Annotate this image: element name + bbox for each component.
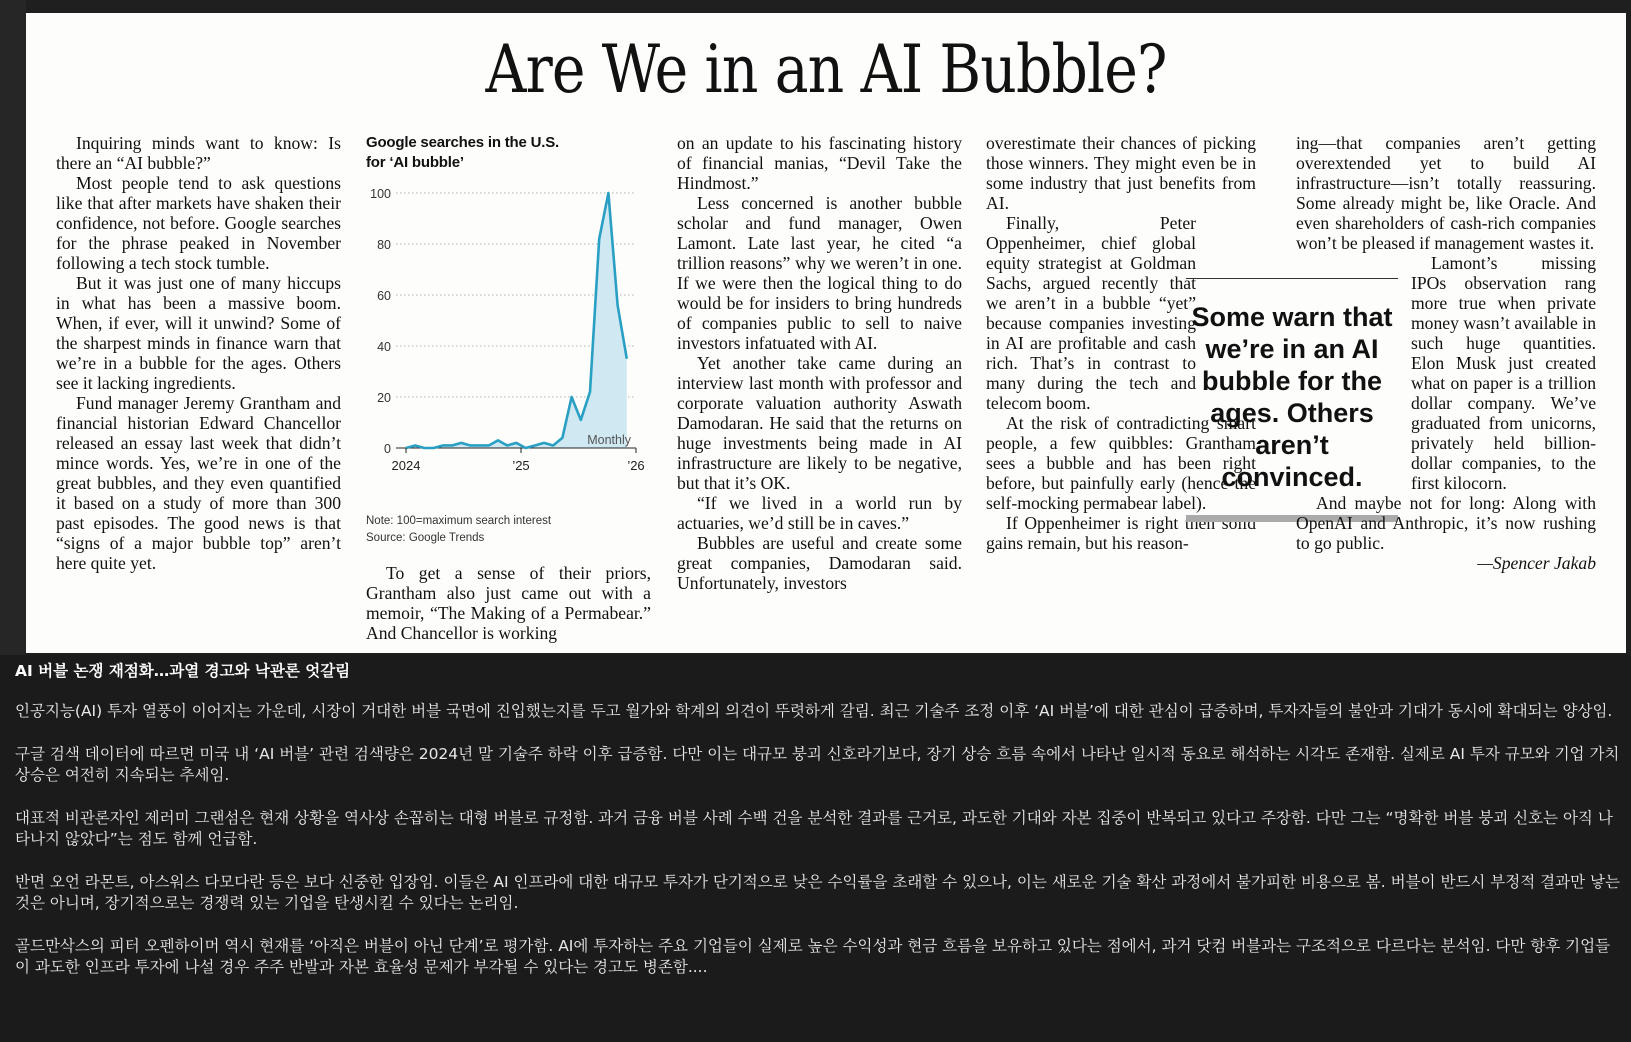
summary-panel [0, 655, 1631, 1042]
search-trend-chart [366, 183, 651, 508]
summary-paragraph: 골드만삭스의 피터 오펜하이머 역시 현재를 ‘아직은 버블이 아닌 단계’로 평가함. AI에 투자하는 주요 기업들이 실제로 높은 수익성과 현금 흐름을 보유하고 있다는 점에서, 과거 닷컴 버블과는 구조적으로 다르다는 분석임. 다만 향후 기업들이 과도한 인프라 투자에 나설 경우 주주 반발과 자본 효율성 문제가 부각될 수 있다는 경고도 병존함.... [15, 936, 1611, 976]
article-column-1 [56, 133, 341, 573]
y-tick-label: 60 [377, 289, 391, 303]
paragraph: Inquiring minds want to know: Is there an “AI bubble?” [56, 133, 341, 173]
paragraph: To get a sense of their priors, Grantham also just came out with a memoir, “The Making of a Permabear.” And Chancellor is working [366, 563, 651, 643]
summary-paragraph: 대표적 비관론자인 제러미 그랜섬은 현재 상황을 역사상 손꼽히는 대형 버블로 규정함. 과거 금융 버블 사례 수백 건을 분석한 결과를 근거로, 과도한 기대와 자본 집중이 반복되고 있다고 주장함. 다만 그는 “명확한 버블 붕괴 신호는 아직 나타나지 않았다”는 점도 함께 언급함. [15, 808, 1613, 848]
article-column-3 [677, 133, 962, 593]
y-tick-label: 80 [377, 238, 391, 252]
article-column-5 [1296, 133, 1596, 573]
paragraph: ing—that companies aren’t getting overextended yet to build AI infrastructure—isn’t totally reassuring. Some already might be, like Oracle. And even shareholders of cash-rich companies won’t be pleased if management wastes it. [1296, 133, 1596, 253]
x-tick-label: ’26 [627, 458, 645, 473]
article-column-2 [366, 563, 651, 643]
y-tick-label: 0 [384, 442, 391, 456]
chart-source: Source: Google Trends [366, 532, 485, 544]
y-tick-label: 20 [377, 391, 391, 405]
summary-paragraph: 구글 검색 데이터에 따르면 미국 내 ‘AI 버블’ 관련 검색량은 2024년 말 기술주 하락 이후 급증함. 다만 이는 대규모 붕괴 신호라기보다, 장기 상승 흐름 속에서 나타난 일시적 동요로 해석하는 시각도 존재함. 실제로 AI 투자 규모와 기업 가치 상승은 여전히 지속되는 추세임. [15, 744, 1620, 784]
paragraph: If Oppenheimer is right then solid gains remain, but his reason- [986, 513, 1256, 553]
paragraph: Fund manager Jeremy Grantham and financial historian Edward Chancellor released an essay last week that didn’t mince words. Yes, we’re in one of the great bubbles, and they even quantified it based on a study of more than 300 past episodes. The good news is that “signs of a major bubble top” aren’t here quite yet. [56, 393, 341, 573]
paragraph: Bubbles are useful and create some great companies, Damodaran said. Unfortunately, investors [677, 533, 962, 593]
summary-paragraph: 반면 오언 라몬트, 아스워스 다모다란 등은 보다 신중한 입장임. 이들은 AI 인프라에 대한 대규모 투자가 단기적으로 낮은 수익률을 초래할 수 있으나, 이는 새로운 기술 확산 과정에서 불가피한 비용으로 봄. 버블이 반드시 부정적 결과만 낳는 것은 아니며, 장기적으로는 경쟁력 있는 기업을 탄생시킬 수 있다는 논리임. [15, 872, 1620, 912]
paragraph: “If we lived in a world run by actuaries, we’d still be in caves.” [677, 493, 962, 533]
byline: —Spencer Jakab [1477, 553, 1596, 573]
article-image [26, 13, 1626, 653]
headline: Are We in an AI Bubble? [485, 31, 1167, 108]
paragraph: on an update to his fascinating history of financial manias, “Devil Take the Hindmost.” [677, 133, 962, 193]
paragraph: And maybe not for long: Along with OpenAI and Anthropic, it’s now rushing to go public. [1296, 493, 1596, 553]
paragraph: Most people tend to ask questions like that after markets have shaken their confidence, not before. Google searches for the phrase peaked in November following a tech stock tumble. [56, 173, 341, 273]
summary-title: AI 버블 논쟁 재점화…과열 경고와 낙관론 엇갈림 [15, 662, 351, 680]
pull-quote: Some warn that we’re in an AI bubble for the ages. Others aren’t convinced. [1186, 278, 1398, 522]
x-tick-label: ’25 [512, 458, 530, 473]
chart-title-line-2: for ‘AI bubble’ [366, 154, 464, 171]
x-tick-label: 2024 [391, 458, 421, 473]
chart-note-block [366, 513, 551, 547]
summary-paragraph: 인공지능(AI) 투자 열풍이 이어지는 가운데, 시장이 거대한 버블 국면에 진입했는지를 두고 월가와 학계의 의견이 뚜렷하게 갈림. 최근 기술주 조정 이후 ‘AI 버블’에 대한 관심이 급증하며, 투자자들의 불안과 기대가 동시에 확대되는 양상임. [15, 702, 1613, 720]
frequency-label: Monthly [587, 433, 631, 447]
paragraph: overestimate their chances of picking those winners. They might even be in some industry that just benefits from AI. [986, 133, 1256, 213]
background-panel [0, 0, 26, 660]
chart-block [366, 133, 661, 653]
y-tick-label: 100 [370, 187, 391, 201]
chart-title-line-1: Google searches in the U.S. [366, 134, 559, 151]
y-tick-label: 40 [377, 340, 391, 354]
paragraph: Lamont’s missing IPOs observation rang more true when private money wasn’t available in such huge quantities. Elon Musk just created what on paper is a trillion dollar company. We’ve graduated from unicorns, privately held billion-dollar companies, to the first kilocorn. [1411, 253, 1596, 493]
paragraph: At the risk of contradicting smart people, a few quibbles: Grantham sees a bubble and has been right before, but painfully early (hence the self-mocking permabear label). [986, 413, 1256, 513]
paragraph: But it was just one of many hiccups in what has been a massive boom. When, if ever, will it unwind? Some of the sharpest minds in finance warn that we’re in a bubble for the ages. Others see it lacking ingredients. [56, 273, 341, 393]
paragraph: Finally, Peter Oppenheimer, chief global equity strategist at Goldman Sachs, argued recently that we aren’t in a bubble “yet” because companies investing in AI are profitable and cash rich. That’s in contrast to many during the tech and telecom boom. [986, 213, 1196, 413]
paragraph: Yet another take came during an interview last month with professor and corporate valuation authority Aswath Damodaran. He said that the returns on huge investments being made in AI infrastructure are likely to be negative, but that it’s OK. [677, 353, 962, 493]
paragraph: Less concerned is another bubble scholar and fund manager, Owen Lamont. Late last year, he cited “a trillion reasons” why we weren’t in one. If we were then the logical thing to do would be for insiders to bring hundreds of companies public to sell to naive investors infatuated with AI. [677, 193, 962, 353]
chart-note: Note: 100=maximum search interest [366, 515, 552, 527]
chart-title [366, 133, 661, 173]
